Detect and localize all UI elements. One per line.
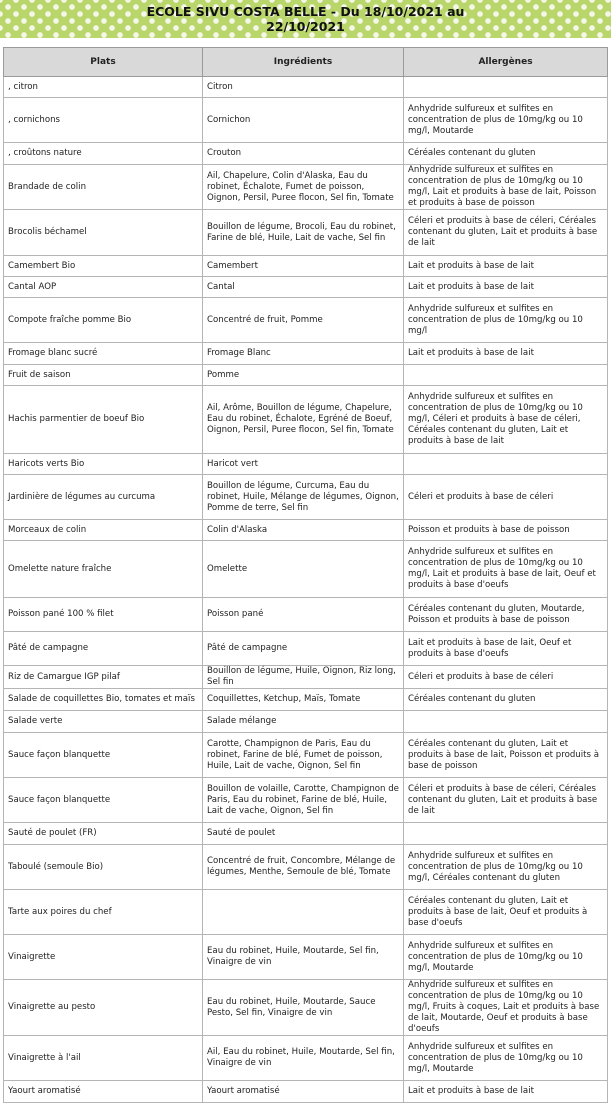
plat-cell: Riz de Camargue IGP pilaf	[4, 666, 203, 689]
ingredients-cell: Eau du robinet, Huile, Moutarde, Sel fin, Vinaigre de vin	[203, 935, 404, 980]
allergenes-cell: Anhydride sulfureux et sulfites en concentration de plus de 10mg/kg ou 10 mg/l, Moutarde	[404, 935, 608, 980]
table-row	[4, 165, 608, 210]
table-row	[4, 598, 608, 632]
plat-cell: Morceaux de colin	[4, 520, 203, 541]
ingredients-cell: Salade mélange	[203, 711, 404, 733]
ingredients-cell: Fromage Blanc	[203, 343, 404, 365]
ingredients-cell: Eau du robinet, Huile, Moutarde, Sauce Pesto, Sel fin, Vinaigre de vin	[203, 980, 404, 1036]
ingredients-cell: Cornichon	[203, 98, 404, 143]
ingredients-cell: Sauté de poulet	[203, 823, 404, 845]
table-row	[4, 711, 608, 733]
ingredients-cell: Poisson pané	[203, 598, 404, 632]
plat-cell: Vinaigrette au pesto	[4, 980, 203, 1036]
allergenes-cell: Lait et produits à base de lait	[404, 256, 608, 277]
plat-cell: Salade verte	[4, 711, 203, 733]
table-row	[4, 77, 608, 98]
ingredients-cell: Citron	[203, 77, 404, 98]
plat-cell: Sauté de poulet (FR)	[4, 823, 203, 845]
allergenes-cell: Lait et produits à base de lait	[404, 343, 608, 365]
table-row	[4, 520, 608, 541]
page-title-line-1: ECOLE SIVU COSTA BELLE - Du 18/10/2021 au	[146, 4, 465, 19]
allergenes-cell: Poisson et produits à base de poisson	[404, 520, 608, 541]
plat-cell: Fromage blanc sucré	[4, 343, 203, 365]
allergenes-cell	[404, 454, 608, 475]
allergenes-cell: Lait et produits à base de lait	[404, 1081, 608, 1103]
allergenes-cell: Céleri et produits à base de céleri	[404, 475, 608, 520]
plat-cell: Sauce façon blanquette	[4, 778, 203, 823]
table-row	[4, 541, 608, 598]
table-row	[4, 298, 608, 343]
plat-cell: , cornichons	[4, 98, 203, 143]
table-row	[4, 823, 608, 845]
table-row	[4, 980, 608, 1036]
allergenes-cell: Anhydride sulfureux et sulfites en concentration de plus de 10mg/kg ou 10 mg/l	[404, 298, 608, 343]
allergenes-cell: Céréales contenant du gluten	[404, 143, 608, 165]
plat-cell: Fruit de saison	[4, 365, 203, 386]
plat-cell: Haricots verts Bio	[4, 454, 203, 475]
allergenes-cell	[404, 823, 608, 845]
column-header-ingredients: Ingrédients	[203, 48, 404, 77]
ingredients-cell: Coquillettes, Ketchup, Maïs, Tomate	[203, 689, 404, 711]
page-title	[136, 4, 476, 34]
plat-cell: Hachis parmentier de boeuf Bio	[4, 386, 203, 454]
table-row	[4, 98, 608, 143]
ingredients-cell: Bouillon de légume, Brocoli, Eau du robinet, Farine de blé, Huile, Lait de vache, Sel fin	[203, 210, 404, 256]
menu-allergen-table	[3, 47, 608, 1103]
table-row	[4, 935, 608, 980]
plat-cell: , croûtons nature	[4, 143, 203, 165]
ingredients-cell: Bouillon de volaille, Carotte, Champignon de Paris, Eau du robinet, Farine de blé, Huile, Lait de vache, Oignon, Sel fin	[203, 778, 404, 823]
plat-cell: Compote fraîche pomme Bio	[4, 298, 203, 343]
table-row	[4, 454, 608, 475]
ingredients-cell: Bouillon de légume, Huile, Oignon, Riz long, Sel fin	[203, 666, 404, 689]
table-row	[4, 210, 608, 256]
plat-cell: Brandade de colin	[4, 165, 203, 210]
plat-cell: Vinaigrette à l'ail	[4, 1036, 203, 1081]
plat-cell: Tarte aux poires du chef	[4, 890, 203, 935]
ingredients-cell: Omelette	[203, 541, 404, 598]
allergenes-cell: Anhydride sulfureux et sulfites en concentration de plus de 10mg/kg ou 10 mg/l, Moutarde	[404, 1036, 608, 1081]
table-row	[4, 632, 608, 666]
ingredients-cell: Yaourt aromatisé	[203, 1081, 404, 1103]
allergenes-cell: Céleri et produits à base de céleri, Céréales contenant du gluten, Lait et produits à base de lait	[404, 778, 608, 823]
allergenes-cell	[404, 365, 608, 386]
allergenes-cell: Céréales contenant du gluten, Lait et produits à base de lait, Oeuf et produits à base d'oeufs	[404, 890, 608, 935]
ingredients-cell: Pomme	[203, 365, 404, 386]
ingredients-cell: Concentré de fruit, Concombre, Mélange de légumes, Menthe, Semoule de blé, Tomate	[203, 845, 404, 890]
allergenes-cell	[404, 711, 608, 733]
allergenes-cell: Céleri et produits à base de céleri	[404, 666, 608, 689]
table-row	[4, 1081, 608, 1103]
ingredients-cell	[203, 890, 404, 935]
table-header-row	[4, 48, 608, 77]
ingredients-cell: Bouillon de légume, Curcuma, Eau du robinet, Huile, Mélange de légumes, Oignon, Pomme de terre, Sel fin	[203, 475, 404, 520]
allergenes-cell: Anhydride sulfureux et sulfites en concentration de plus de 10mg/kg ou 10 mg/l, Céréales contenant du gluten	[404, 845, 608, 890]
plat-cell: , citron	[4, 77, 203, 98]
plat-cell: Yaourt aromatisé	[4, 1081, 203, 1103]
table-row	[4, 256, 608, 277]
ingredients-cell: Haricot vert	[203, 454, 404, 475]
plat-cell: Taboulé (semoule Bio)	[4, 845, 203, 890]
allergenes-cell: Anhydride sulfureux et sulfites en concentration de plus de 10mg/kg ou 10 mg/l, Lait et produits à base de lait, Oeuf et produits à base d'oeufs	[404, 541, 608, 598]
plat-cell: Omelette nature fraîche	[4, 541, 203, 598]
page-title-line-2: 22/10/2021	[266, 19, 345, 34]
table-row	[4, 1036, 608, 1081]
plat-cell: Sauce façon blanquette	[4, 733, 203, 778]
column-header-allergenes: Allergènes	[404, 48, 608, 77]
table-row	[4, 689, 608, 711]
allergenes-cell: Céleri et produits à base de céleri, Céréales contenant du gluten, Lait et produits à base de lait	[404, 210, 608, 256]
ingredients-cell: Ail, Chapelure, Colin d'Alaska, Eau du robinet, Échalote, Fumet de poisson, Oignon, Persil, Puree flocon, Sel fin, Tomate	[203, 165, 404, 210]
allergenes-cell: Lait et produits à base de lait	[404, 277, 608, 298]
table-row	[4, 890, 608, 935]
plat-cell: Cantal AOP	[4, 277, 203, 298]
allergenes-cell	[404, 77, 608, 98]
allergenes-cell: Anhydride sulfureux et sulfites en concentration de plus de 10mg/kg ou 10 mg/l, Céleri et produits à base de céleri, Céréales contenant du gluten, Lait et produits à base de lait	[404, 386, 608, 454]
ingredients-cell: Pâté de campagne	[203, 632, 404, 666]
table-row	[4, 277, 608, 298]
plat-cell: Jardinière de légumes au curcuma	[4, 475, 203, 520]
table-row	[4, 365, 608, 386]
allergenes-cell: Céréales contenant du gluten	[404, 689, 608, 711]
header-banner	[0, 0, 611, 38]
ingredients-cell: Colin d'Alaska	[203, 520, 404, 541]
plat-cell: Camembert Bio	[4, 256, 203, 277]
ingredients-cell: Ail, Arôme, Bouillon de légume, Chapelure, Eau du robinet, Échalote, Egréné de Boeuf, Oignon, Persil, Puree flocon, Sel fin, Tomate	[203, 386, 404, 454]
allergenes-cell: Céréales contenant du gluten, Lait et produits à base de lait, Poisson et produits à base de poisson	[404, 733, 608, 778]
column-header-plats: Plats	[4, 48, 203, 77]
table-row	[4, 386, 608, 454]
ingredients-cell: Cantal	[203, 277, 404, 298]
table-row	[4, 845, 608, 890]
plat-cell: Salade de coquillettes Bio, tomates et maïs	[4, 689, 203, 711]
plat-cell: Poisson pané 100 % filet	[4, 598, 203, 632]
table-row	[4, 143, 608, 165]
plat-cell: Brocolis béchamel	[4, 210, 203, 256]
ingredients-cell: Crouton	[203, 143, 404, 165]
allergenes-cell: Céréales contenant du gluten, Moutarde, Poisson et produits à base de poisson	[404, 598, 608, 632]
allergenes-cell: Lait et produits à base de lait, Oeuf et produits à base d'oeufs	[404, 632, 608, 666]
ingredients-cell: Camembert	[203, 256, 404, 277]
allergenes-cell: Anhydride sulfureux et sulfites en concentration de plus de 10mg/kg ou 10 mg/l, Lait et produits à base de lait, Poisson et produits à base de poisson	[404, 165, 608, 210]
table-row	[4, 475, 608, 520]
plat-cell: Pâté de campagne	[4, 632, 203, 666]
table-row	[4, 778, 608, 823]
table-row	[4, 666, 608, 689]
table-row	[4, 343, 608, 365]
ingredients-cell: Carotte, Champignon de Paris, Eau du robinet, Farine de blé, Fumet de poisson, Huile, Lait de vache, Oignon, Sel fin	[203, 733, 404, 778]
ingredients-cell: Concentré de fruit, Pomme	[203, 298, 404, 343]
table-body	[4, 77, 608, 1103]
plat-cell: Vinaigrette	[4, 935, 203, 980]
allergenes-cell: Anhydride sulfureux et sulfites en concentration de plus de 10mg/kg ou 10 mg/l, Moutarde	[404, 98, 608, 143]
table-row	[4, 733, 608, 778]
ingredients-cell: Ail, Eau du robinet, Huile, Moutarde, Sel fin, Vinaigre de vin	[203, 1036, 404, 1081]
allergenes-cell: Anhydride sulfureux et sulfites en concentration de plus de 10mg/kg ou 10 mg/l, Fruits à coques, Lait et produits à base de lait, Moutarde, Oeuf et produits à base d'oeufs	[404, 980, 608, 1036]
